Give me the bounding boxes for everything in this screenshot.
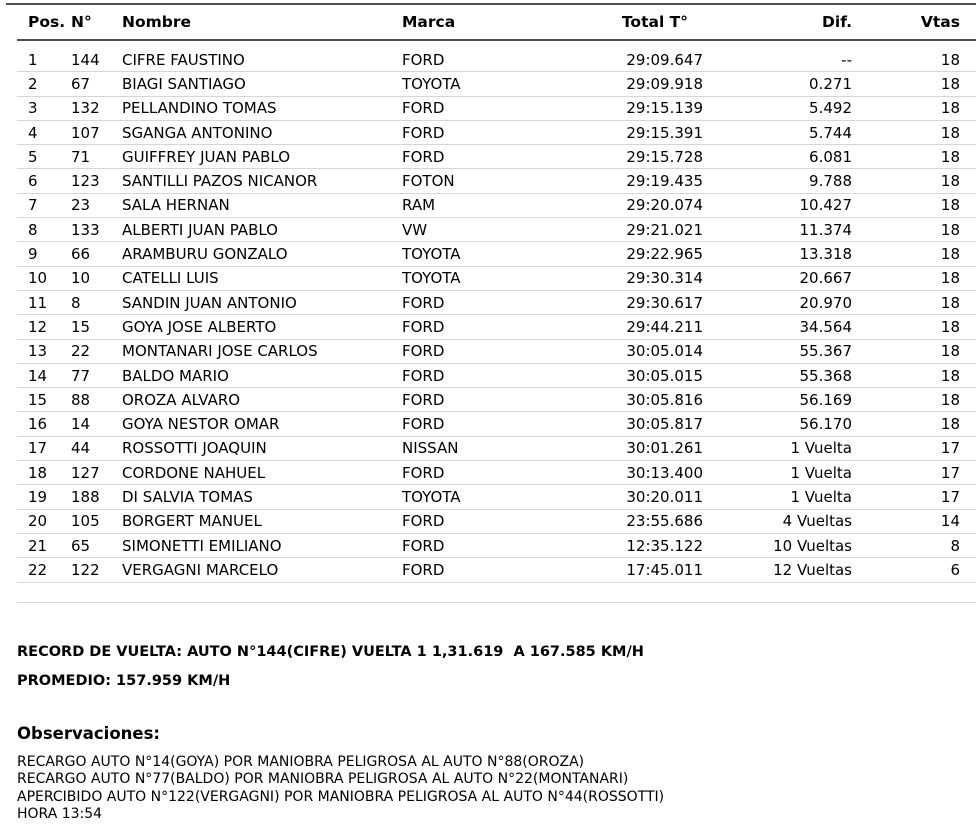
gap-cell: 55.368 [799, 366, 852, 385]
gap-cell: 1 Vuelta [790, 463, 852, 482]
laps-cell: 18 [940, 317, 960, 336]
brand-cell: FORD [402, 317, 445, 336]
total-time-cell: 30:05.015 [626, 366, 703, 385]
car-number-cell: 127 [71, 463, 100, 482]
total-time-cell: 29:30.314 [626, 269, 703, 288]
brand-cell: FORD [402, 512, 445, 531]
gap-cell: 0.271 [809, 74, 852, 93]
driver-name-cell: MONTANARI JOSE CARLOS [122, 342, 318, 361]
car-number-cell: 71 [71, 147, 91, 166]
table-row [17, 558, 976, 582]
driver-name-cell: BALDO MARIO [122, 366, 229, 385]
car-number-cell: 66 [71, 245, 91, 264]
gap-cell: 56.169 [799, 390, 852, 409]
observation-line: APERCIBIDO AUTO N°122(VERGAGNI) POR MANIOBRA PELIGROSA AL AUTO N°44(ROSSOTTI) [17, 788, 665, 805]
col-header-driver: Nombre [122, 13, 192, 31]
driver-name-cell: PELLANDINO TOMAS [122, 99, 277, 118]
laps-cell: 18 [940, 245, 960, 264]
position-cell: 4 [28, 123, 38, 142]
table-row [17, 121, 976, 145]
gap-cell: 10 Vueltas [773, 536, 852, 555]
gap-cell: 5.744 [809, 123, 852, 142]
total-time-cell: 30:01.261 [626, 439, 703, 458]
car-number-cell: 188 [71, 487, 100, 506]
brand-cell: FORD [402, 536, 445, 555]
position-cell: 16 [28, 415, 48, 434]
brand-cell: FORD [402, 463, 445, 482]
driver-name-cell: CORDONE NAHUEL [122, 463, 266, 482]
total-time-cell: 29:09.647 [626, 50, 703, 69]
laps-cell: 18 [940, 366, 960, 385]
table-row [17, 291, 976, 315]
brand-cell: FORD [402, 293, 445, 312]
laps-cell: 17 [940, 439, 960, 458]
position-cell: 1 [28, 50, 38, 69]
driver-name-cell: OROZA ALVARO [122, 390, 241, 409]
observations-list [17, 754, 976, 824]
brand-cell: FORD [402, 99, 445, 118]
driver-name-cell: SGANGA ANTONINO [122, 123, 273, 142]
position-cell: 15 [28, 390, 48, 409]
driver-name-cell: SANTILLI PAZOS NICANOR [122, 172, 318, 191]
gap-cell: 4 Vueltas [782, 512, 852, 531]
brand-cell: TOYOTA [402, 245, 461, 264]
position-cell: 22 [28, 560, 48, 579]
total-time-cell: 29:09.918 [626, 74, 703, 93]
car-number-cell: 88 [71, 390, 91, 409]
position-cell: 11 [28, 293, 48, 312]
total-time-cell: 29:15.728 [626, 147, 703, 166]
car-number-cell: 132 [71, 99, 100, 118]
table-row [17, 48, 976, 72]
total-time-cell: 30:05.817 [626, 415, 703, 434]
brand-cell: FORD [402, 342, 445, 361]
table-body [17, 48, 976, 583]
total-time-cell: 12:35.122 [626, 536, 703, 555]
car-number-cell: 22 [71, 342, 91, 361]
total-time-cell: 30:13.400 [626, 463, 703, 482]
table-row [17, 364, 976, 388]
col-header-laps: Vtas [920, 13, 960, 31]
brand-cell: VW [402, 220, 428, 239]
table-row [17, 534, 976, 558]
driver-name-cell: SIMONETTI EMILIANO [122, 536, 282, 555]
car-number-cell: 77 [71, 366, 91, 385]
gap-cell: 20.667 [799, 269, 852, 288]
driver-name-cell: ARAMBURU GONZALO [122, 245, 288, 264]
table-bottom-rule [17, 602, 976, 603]
total-time-cell: 29:30.617 [626, 293, 703, 312]
driver-name-cell: SALA HERNAN [122, 196, 230, 215]
gap-cell: 1 Vuelta [790, 439, 852, 458]
position-cell: 14 [28, 366, 48, 385]
car-number-cell: 123 [71, 172, 100, 191]
col-header-gap: Dif. [822, 13, 852, 31]
col-header-car-number: N° [71, 13, 92, 31]
car-number-cell: 44 [71, 439, 91, 458]
position-cell: 20 [28, 512, 48, 531]
gap-cell: 10.427 [799, 196, 852, 215]
lap-record-line: RECORD DE VUELTA: AUTO N°144(CIFRE) VUELTA 1 1,31.619 A 167.585 KM/H [17, 643, 644, 660]
car-number-cell: 65 [71, 536, 91, 555]
gap-cell: 6.081 [809, 147, 852, 166]
laps-cell: 18 [940, 220, 960, 239]
gap-cell: 11.374 [799, 220, 852, 239]
brand-cell: TOYOTA [402, 269, 461, 288]
total-time-cell: 29:21.021 [626, 220, 703, 239]
car-number-cell: 10 [71, 269, 91, 288]
col-header-pos: Pos. [28, 13, 66, 31]
driver-name-cell: GOYA JOSE ALBERTO [122, 317, 277, 336]
table-row [17, 194, 976, 218]
laps-cell: 6 [950, 560, 960, 579]
laps-cell: 8 [950, 536, 960, 555]
car-number-cell: 107 [71, 123, 100, 142]
laps-cell: 18 [940, 196, 960, 215]
laps-cell: 18 [940, 147, 960, 166]
laps-cell: 18 [940, 342, 960, 361]
table-row [17, 485, 976, 509]
gap-cell: 56.170 [799, 415, 852, 434]
brand-cell: TOYOTA [402, 74, 461, 93]
col-header-brand: Marca [402, 13, 456, 31]
car-number-cell: 122 [71, 560, 100, 579]
brand-cell: RAM [402, 196, 436, 215]
driver-name-cell: ROSSOTTI JOAQUIN [122, 439, 267, 458]
laps-cell: 18 [940, 50, 960, 69]
laps-cell: 14 [940, 512, 960, 531]
table-row [17, 412, 976, 436]
observation-line: HORA 13:54 [17, 806, 103, 823]
driver-name-cell: BIAGI SANTIAGO [122, 74, 246, 93]
table-row [17, 315, 976, 339]
position-cell: 5 [28, 147, 38, 166]
brand-cell: FORD [402, 50, 445, 69]
laps-cell: 18 [940, 172, 960, 191]
table-row [17, 72, 976, 96]
total-time-cell: 29:22.965 [626, 245, 703, 264]
brand-cell: FORD [402, 147, 445, 166]
gap-cell: 5.492 [809, 99, 852, 118]
brand-cell: FORD [402, 366, 445, 385]
position-cell: 18 [28, 463, 48, 482]
table-row [17, 340, 976, 364]
car-number-cell: 15 [71, 317, 91, 336]
brand-cell: FORD [402, 123, 445, 142]
position-cell: 17 [28, 439, 48, 458]
observations-title: Observaciones: [17, 723, 161, 743]
laps-cell: 17 [940, 487, 960, 506]
car-number-cell: 105 [71, 512, 100, 531]
brand-cell: FORD [402, 560, 445, 579]
observation-line: RECARGO AUTO N°14(GOYA) POR MANIOBRA PELIGROSA AL AUTO N°88(OROZA) [17, 753, 585, 770]
table-row [17, 145, 976, 169]
driver-name-cell: CATELLI LUIS [122, 269, 219, 288]
table-row [17, 388, 976, 412]
gap-cell: 34.564 [799, 317, 852, 336]
position-cell: 13 [28, 342, 48, 361]
total-time-cell: 17:45.011 [626, 560, 703, 579]
total-time-cell: 29:15.391 [626, 123, 703, 142]
table-row [17, 218, 976, 242]
car-number-cell: 8 [71, 293, 81, 312]
gap-cell: 20.970 [799, 293, 852, 312]
average-speed-line: PROMEDIO: 157.959 KM/H [17, 672, 231, 689]
table-row [17, 267, 976, 291]
laps-cell: 18 [940, 293, 960, 312]
table-row [17, 169, 976, 193]
driver-name-cell: BORGERT MANUEL [122, 512, 262, 531]
gap-cell: 1 Vuelta [790, 487, 852, 506]
gap-cell: 9.788 [809, 172, 852, 191]
total-time-cell: 30:05.014 [626, 342, 703, 361]
gap-cell: -- [841, 50, 852, 69]
observation-line: RECARGO AUTO N°77(BALDO) POR MANIOBRA PELIGROSA AL AUTO N°22(MONTANARI) [17, 771, 629, 788]
car-number-cell: 133 [71, 220, 100, 239]
position-cell: 21 [28, 536, 48, 555]
brand-cell: FOTON [402, 172, 455, 191]
laps-cell: 18 [940, 269, 960, 288]
driver-name-cell: CIFRE FAUSTINO [122, 50, 245, 69]
gap-cell: 12 Vueltas [773, 560, 852, 579]
laps-cell: 17 [940, 463, 960, 482]
brand-cell: TOYOTA [402, 487, 461, 506]
total-time-cell: 30:05.816 [626, 390, 703, 409]
car-number-cell: 144 [71, 50, 100, 69]
driver-name-cell: VERGAGNI MARCELO [122, 560, 279, 579]
total-time-cell: 29:19.435 [626, 172, 703, 191]
brand-cell: FORD [402, 390, 445, 409]
total-time-cell: 29:15.139 [626, 99, 703, 118]
total-time-cell: 30:20.011 [626, 487, 703, 506]
total-time-cell: 29:20.074 [626, 196, 703, 215]
table-header-row [17, 5, 976, 41]
laps-cell: 18 [940, 415, 960, 434]
gap-cell: 13.318 [799, 245, 852, 264]
table-row [17, 461, 976, 485]
gap-cell: 55.367 [799, 342, 852, 361]
laps-cell: 18 [940, 99, 960, 118]
laps-cell: 18 [940, 123, 960, 142]
position-cell: 9 [28, 245, 38, 264]
table-row [17, 97, 976, 121]
driver-name-cell: SANDIN JUAN ANTONIO [122, 293, 297, 312]
position-cell: 7 [28, 196, 38, 215]
position-cell: 8 [28, 220, 38, 239]
car-number-cell: 23 [71, 196, 91, 215]
driver-name-cell: DI SALVIA TOMAS [122, 487, 253, 506]
driver-name-cell: GOYA NESTOR OMAR [122, 415, 280, 434]
brand-cell: NISSAN [402, 439, 459, 458]
car-number-cell: 67 [71, 74, 91, 93]
col-header-total-time: Total T° [621, 13, 688, 31]
position-cell: 10 [28, 269, 48, 288]
position-cell: 19 [28, 487, 48, 506]
car-number-cell: 14 [71, 415, 91, 434]
position-cell: 2 [28, 74, 38, 93]
position-cell: 6 [28, 172, 38, 191]
total-time-cell: 23:55.686 [626, 512, 703, 531]
laps-cell: 18 [940, 390, 960, 409]
position-cell: 12 [28, 317, 48, 336]
total-time-cell: 29:44.211 [626, 317, 703, 336]
driver-name-cell: ALBERTI JUAN PABLO [122, 220, 278, 239]
position-cell: 3 [28, 99, 38, 118]
table-row [17, 242, 976, 266]
laps-cell: 18 [940, 74, 960, 93]
table-row [17, 510, 976, 534]
driver-name-cell: GUIFFREY JUAN PABLO [122, 147, 291, 166]
table-row [17, 437, 976, 461]
brand-cell: FORD [402, 415, 445, 434]
